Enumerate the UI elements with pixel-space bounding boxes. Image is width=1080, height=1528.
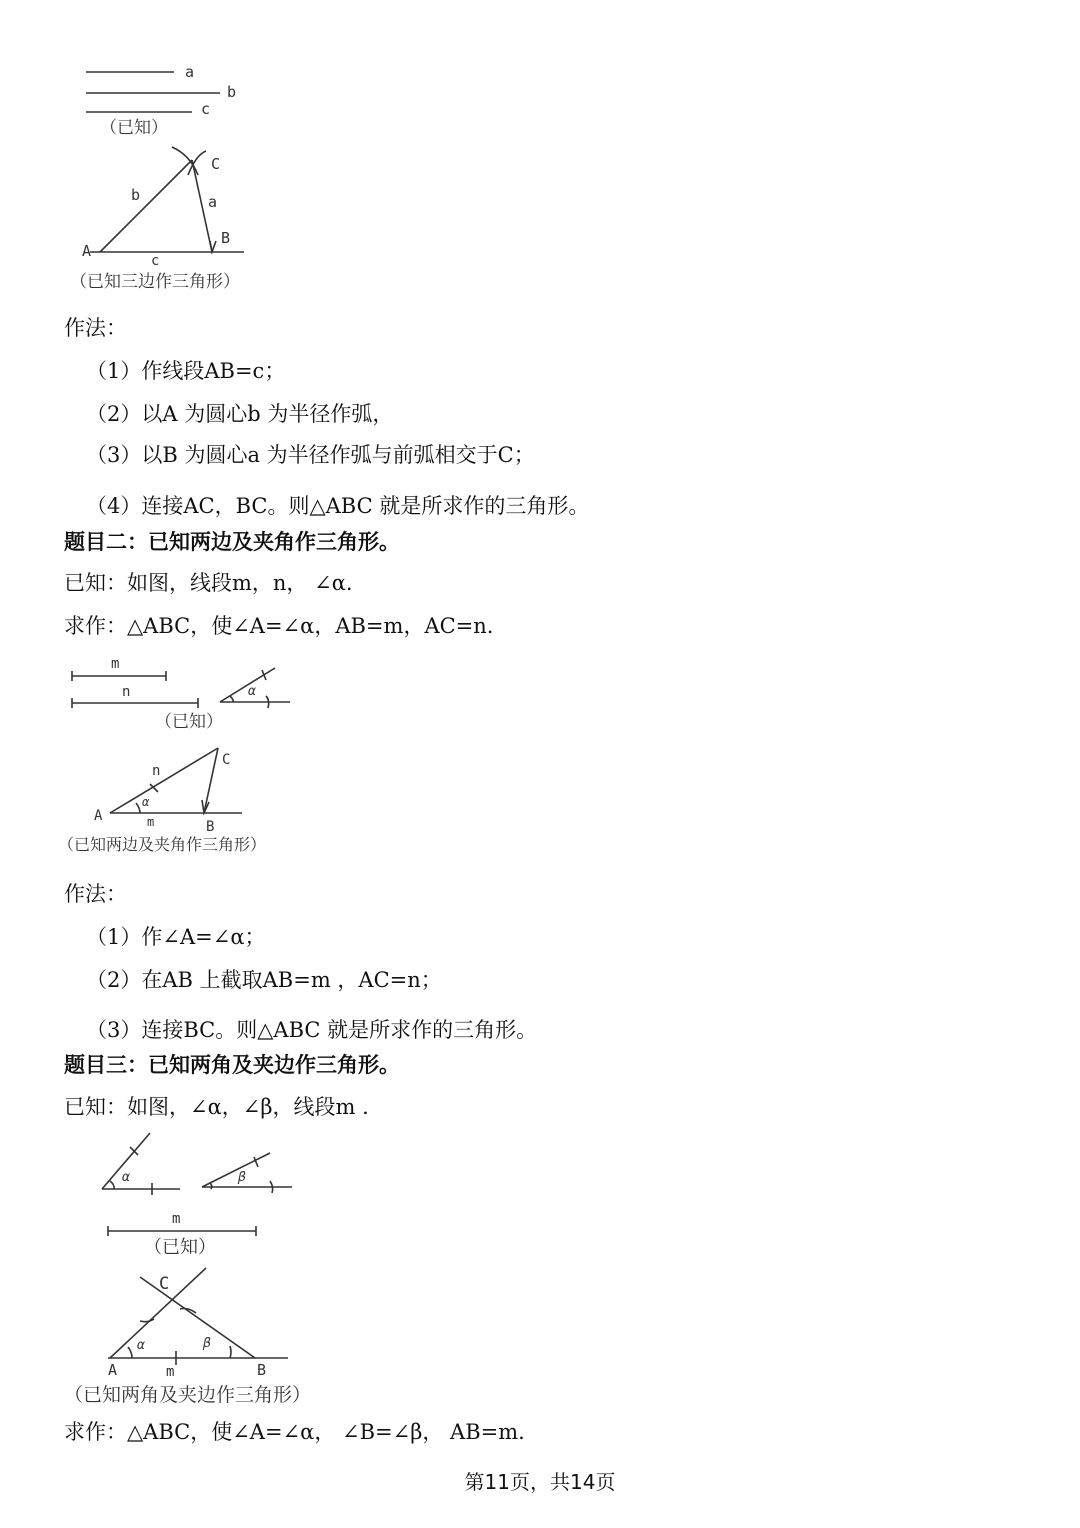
vertex-B: B [221,229,231,247]
label-b: b [227,83,237,101]
given-text: 已知：如图，线段m，n， ∠α. [64,571,353,595]
side-label-m: m [166,1364,175,1380]
label-alpha: α [122,1170,130,1185]
side-label-c: c [151,253,160,269]
angle-label-alpha: α [137,1338,145,1353]
figure-asa [0,1125,320,1410]
figure-caption: （已知三边作三角形） [70,272,240,292]
construct-text: 求作：△ABC，使∠A=∠α，AB=m，AC=n. [64,614,494,638]
vertex-B: B [206,819,215,835]
side-bc [140,1277,255,1358]
vertex-C: C [222,752,231,768]
label-m: m [111,656,120,672]
side-bc [204,748,218,813]
problem-heading: 题目三：已知两角及夹边作三角形。 [64,1052,400,1077]
figure-sas [0,650,320,860]
known-caption: （已知） [144,1237,216,1258]
method-step: （4）连接AC，BC。则△ABC 就是所求作的三角形。 [86,494,590,518]
method-step: （1）作线段AB=c； [86,359,286,383]
page-footer: 第11页，共14页 [464,1470,616,1494]
label-a: a [185,63,195,81]
method-step: （3）连接BC。则△ABC 就是所求作的三角形。 [86,1018,538,1042]
label-n: n [122,684,131,700]
method-step: （2）在AB 上截取AB=m ，AC=n； [86,968,442,992]
label-alpha: α [248,684,256,699]
label-c: c [201,100,211,118]
side-label-a: a [208,193,218,211]
method-step: （1）作∠A=∠α； [86,925,266,949]
vertex-C: C [159,1274,170,1294]
figure-caption: （已知两边及夹角作三角形） [58,835,267,854]
beta-ray-2 [202,1153,270,1187]
vertex-A: A [94,808,103,824]
construct-text: 求作：△ABC，使∠A=∠α， ∠B=∠β， AB=m. [64,1420,525,1444]
vertex-A: A [82,242,92,260]
method-step: （3）以B 为圆心a 为半径作弧与前弧相交于C； [86,443,535,467]
side-b [100,160,192,252]
label-beta: β [238,1170,246,1185]
method-title: 作法： [64,882,127,906]
angle-label-alpha: α [142,795,150,809]
angle-label-beta: β [203,1336,211,1351]
known-caption: （已知） [100,118,168,138]
side-label-n: n [152,763,161,779]
vertex-C: C [211,155,221,173]
angle-arc [230,696,233,702]
arc-b-tick [210,241,216,252]
side-label-m: m [147,815,155,829]
problem-heading: 题目二：已知两边及夹角作三角形。 [64,529,400,554]
figure-sss [0,55,300,300]
label-m: m [172,1211,181,1227]
vertex-A: A [108,1361,118,1379]
given-text: 已知：如图，∠α，∠β，线段m . [64,1095,369,1119]
known-caption: （已知） [155,712,223,732]
method-step: （2）以A 为圆心b 为半径作弧， [86,402,394,426]
method-title: 作法： [64,316,127,340]
side-label-b: b [131,186,141,204]
vertex-B: B [257,1361,267,1379]
figure-caption: （已知两角及夹边作三角形） [64,1384,312,1406]
